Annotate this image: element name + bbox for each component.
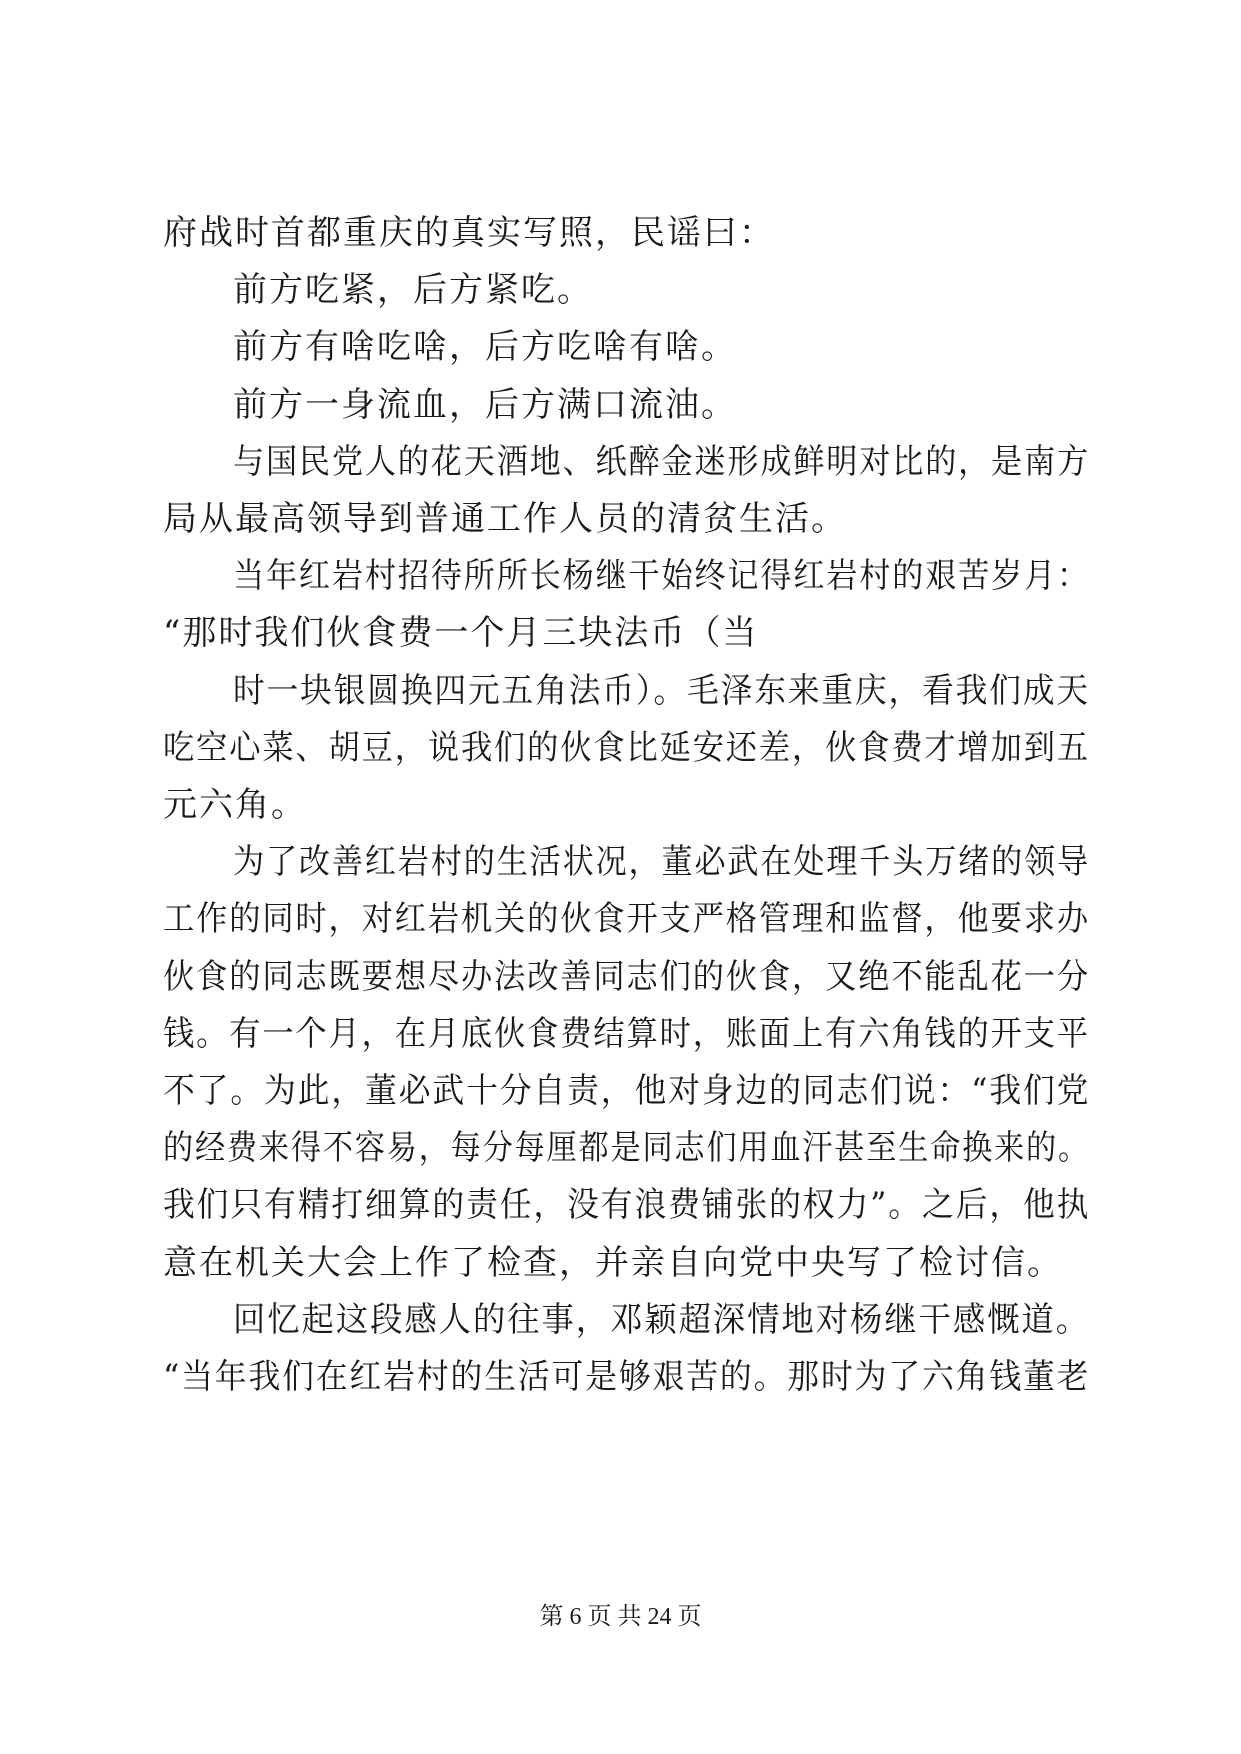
text-line: 局从最高领导到普通工作人员的清贫生活。 bbox=[163, 499, 847, 539]
text-line: 与国民党人的花天酒地、纸醉金迷形成鲜明对比的，是南方 bbox=[233, 442, 1091, 482]
text-line: 元六角。 bbox=[163, 785, 307, 825]
text-line: 不了。为此，董必武十分自责，他对身边的同志们说：“我们党 bbox=[163, 1071, 1091, 1111]
text-line: 府战时首都重庆的真实写照，民谣曰： bbox=[163, 213, 775, 253]
text-line: 吃空心菜、胡豆，说我们的伙食比延安还差，伙食费才增加到五 bbox=[163, 728, 1090, 768]
text-line: 我们只有精打细算的责任，没有浪费铺张的权力”。之后，他执 bbox=[163, 1185, 1091, 1225]
text-line: 当年红岩村招待所所长杨继干始终记得红岩村的艰苦岁月： bbox=[233, 556, 1091, 596]
text-line: 时一块银圆换四元五角法币）。毛泽东来重庆，看我们成天 bbox=[233, 671, 1090, 711]
text-line: 的经费来得不容易，每分每厘都是同志们用血汗甚至生命换来的。 bbox=[163, 1128, 1090, 1168]
text-line: 钱。有一个月，在月底伙食费结算时，账面上有六角钱的开支平 bbox=[163, 1014, 1090, 1054]
text-line: 为了改善红岩村的生活状况，董必武在处理千头万绪的领导 bbox=[233, 842, 1091, 882]
text-line: 意在机关大会上作了检查，并亲自向党中央写了检讨信。 bbox=[163, 1243, 1063, 1283]
text-line: 伙食的同志既要想尽办法改善同志们的伙食，又绝不能乱花一分 bbox=[163, 957, 1090, 997]
text-line: 前方吃紧，后方紧吃。 bbox=[233, 270, 593, 310]
text-line: 前方一身流血，后方满口流油。 bbox=[233, 385, 737, 425]
text-line: “那时我们伙食费一个月三块法币（当 bbox=[163, 613, 759, 653]
text-line: 前方有啥吃啥，后方吃啥有啥。 bbox=[233, 327, 737, 367]
text-line: 工作的同时，对红岩机关的伙食开支严格管理和监督，他要求办 bbox=[163, 899, 1090, 939]
text-line: “当年我们在红岩村的生活可是够艰苦的。那时为了六角钱董老 bbox=[163, 1357, 1091, 1397]
page-number-footer: 第 6 页 共 24 页 bbox=[539, 1604, 702, 1630]
text-line: 回忆起这段感人的往事，邓颖超深情地对杨继干感慨道。 bbox=[233, 1300, 1090, 1340]
